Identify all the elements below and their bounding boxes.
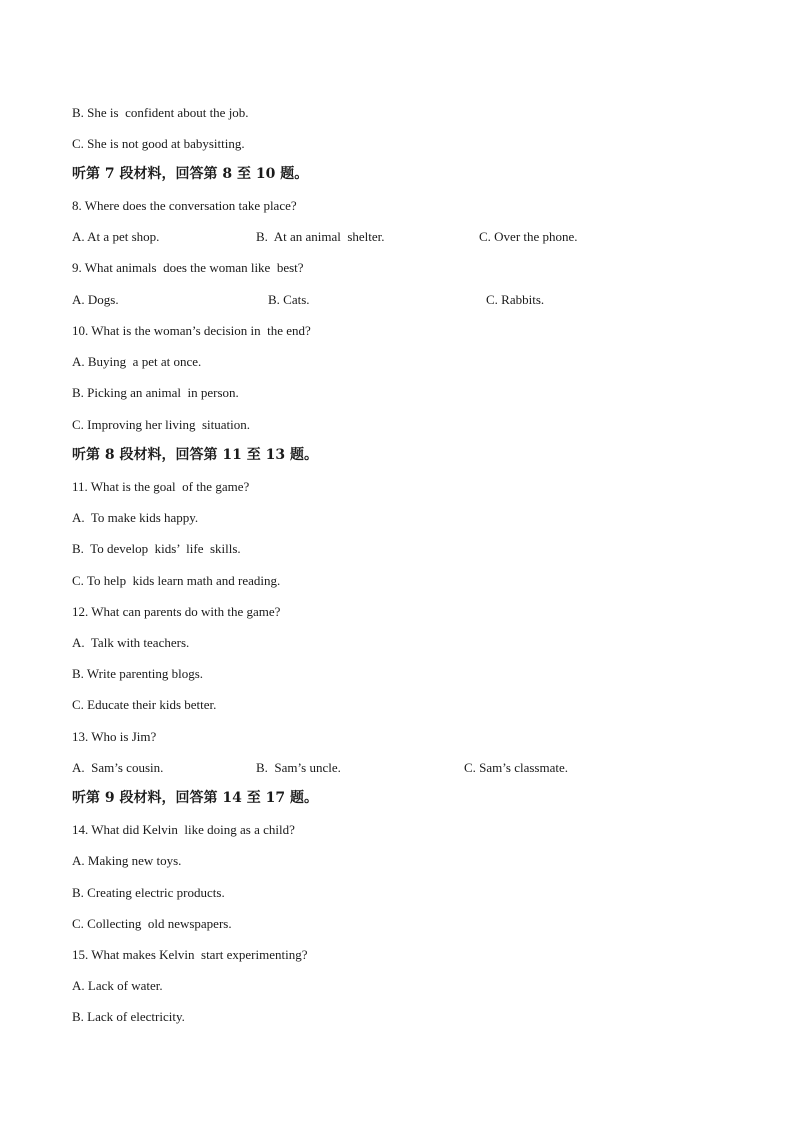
question-13: 13. Who is Jim? bbox=[72, 729, 157, 744]
q13-option-b: B. Sam’s uncle. bbox=[256, 760, 341, 775]
question-10: 10. What is the woman’s decision in the end? bbox=[72, 323, 311, 338]
q9-option-c: C. Rabbits. bbox=[486, 292, 545, 307]
q8-option-c: C. Over the phone. bbox=[479, 229, 578, 244]
q14-option-b: B. Creating electric products. bbox=[72, 885, 225, 900]
q10-option-a: A. Buying a pet at once. bbox=[72, 354, 202, 369]
question-15: 15. What makes Kelvin start experimenting? bbox=[72, 947, 308, 962]
q11-option-b: B. To develop kids’ life skills. bbox=[72, 541, 241, 556]
q14-option-a: A. Making new toys. bbox=[72, 853, 182, 868]
q8-option-a: A. At a pet shop. bbox=[72, 229, 160, 244]
q13-option-a: A. Sam’s cousin. bbox=[72, 760, 164, 775]
q13-option-c: C. Sam’s classmate. bbox=[464, 760, 568, 775]
question-9: 9. What animals does the woman like best? bbox=[72, 260, 304, 275]
q6-option-b: B. She is confident about the job. bbox=[72, 105, 249, 120]
question-11: 11. What is the goal of the game? bbox=[72, 479, 250, 494]
q10-option-b: B. Picking an animal in person. bbox=[72, 385, 239, 400]
question-8: 8. Where does the conversation take place? bbox=[72, 198, 297, 213]
q6-option-c: C. She is not good at babysitting. bbox=[72, 136, 245, 151]
q9-option-b: B. Cats. bbox=[268, 292, 310, 307]
q14-option-c: C. Collecting old newspapers. bbox=[72, 916, 232, 931]
q15-option-b: B. Lack of electricity. bbox=[72, 1009, 185, 1024]
q15-option-a: A. Lack of water. bbox=[72, 978, 163, 993]
section-heading-7: 听第 7 段材料，回答第 8 至 10 题。 bbox=[72, 166, 309, 182]
section-heading-9: 听第 9 段材料，回答第 14 至 17 题。 bbox=[72, 790, 318, 806]
q12-option-c: C. Educate their kids better. bbox=[72, 697, 217, 712]
question-12: 12. What can parents do with the game? bbox=[72, 604, 281, 619]
q11-option-a: A. To make kids happy. bbox=[72, 510, 199, 525]
q11-option-c: C. To help kids learn math and reading. bbox=[72, 573, 281, 588]
section-heading-8: 听第 8 段材料，回答第 11 至 13 题。 bbox=[72, 447, 318, 463]
q12-option-b: B. Write parenting blogs. bbox=[72, 666, 204, 681]
q10-option-c: C. Improving her living situation. bbox=[72, 417, 251, 432]
q8-option-b: B. At an animal shelter. bbox=[256, 229, 385, 244]
q12-option-a: A. Talk with teachers. bbox=[72, 635, 190, 650]
q9-option-a: A. Dogs. bbox=[72, 292, 119, 307]
question-14: 14. What did Kelvin like doing as a child? bbox=[72, 822, 295, 837]
